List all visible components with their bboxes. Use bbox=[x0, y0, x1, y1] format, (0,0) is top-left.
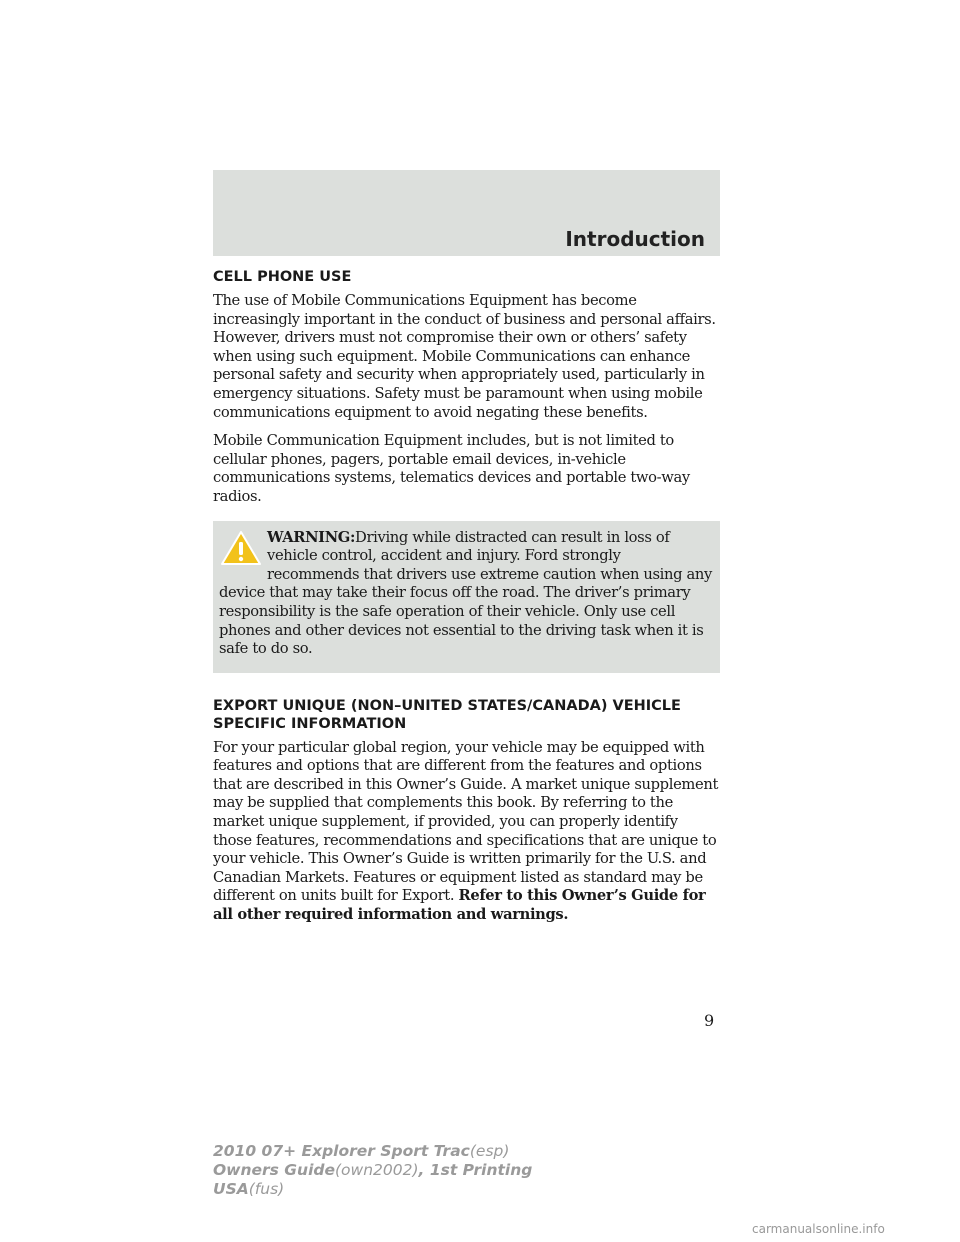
footer-printing: , 1st Printing bbox=[418, 1161, 533, 1179]
export-info-bold: Refer to this Owner’s Guide for all other required information and warnings. bbox=[213, 887, 706, 924]
paragraph-export-info bbox=[213, 739, 720, 925]
footer-line-3 bbox=[213, 1180, 532, 1199]
section-title: Introduction bbox=[565, 227, 705, 251]
warning-body: Driving while distracted can result in loss of vehicle control, accident and injury. Ford strongly recommends that drivers use extreme caution when using any device that may take their focus off the road. The driver’s primary responsibility is the safe operation of their vehicle. Only use cell phones and other devices not essential to the driving task when it is safe to do so. bbox=[219, 528, 712, 658]
heading-export-line2: SPECIFIC INFORMATION bbox=[213, 715, 407, 732]
warning-triangle-icon bbox=[219, 529, 263, 567]
warning-box bbox=[213, 521, 720, 673]
heading-export-line1: EXPORT UNIQUE (NON–UNITED STATES/CANADA) VEHICLE bbox=[213, 697, 681, 714]
footer-model: 2010 07+ Explorer Sport Trac bbox=[213, 1142, 470, 1160]
footer-market: USA bbox=[213, 1180, 249, 1198]
footer-market-code: (fus) bbox=[248, 1180, 285, 1198]
export-info-text: For your particular global region, your vehicle may be equipped with features and options that are different from the features and options that are described in this Owner’s Guide. A market unique supplement may be supplied that complements this book. By referring to the market unique supplement, if provided, you can properly identify those features, recommendations and specifications that are unique to your vehicle. This Owner’s Guide is written primarily for the U.S. and Canadian Markets. Features or equipment listed as standard may be different on units built for Export. bbox=[213, 738, 718, 905]
section-header-band bbox=[213, 170, 720, 256]
page-number: 9 bbox=[704, 1011, 715, 1030]
footer-guide-code: (own2002) bbox=[335, 1161, 419, 1179]
watermark: carmanualsonline.info bbox=[752, 1222, 885, 1236]
footer-guide: Owners Guide bbox=[213, 1161, 335, 1179]
heading-cell-phone-use: CELL PHONE USE bbox=[213, 269, 352, 285]
page-content bbox=[213, 268, 720, 935]
print-footer bbox=[213, 1142, 532, 1199]
footer-model-code: (esp) bbox=[469, 1142, 510, 1160]
warning-label: WARNING: bbox=[267, 528, 356, 546]
paragraph-equipment-includes: Mobile Communication Equipment includes, but is not limited to cellular phones, pagers, portable email devices, in-vehicle communications systems, telematics devices and portable two-way radios. bbox=[213, 432, 690, 505]
paragraph-mobile-equipment: The use of Mobile Communications Equipment has become increasingly important in the conduct of business and personal affairs. However, drivers must not compromise their own or others’ safety when using such equipment. Mobile Communications can enhance personal safety and security when appropriately used, particularly in emergency situations. Safety must be paramount when using mobile communications equipment to avoid negating these benefits. bbox=[213, 292, 716, 421]
footer-line-1 bbox=[213, 1142, 532, 1161]
heading-export-unique bbox=[213, 697, 720, 733]
footer-line-2 bbox=[213, 1161, 532, 1180]
warning-text bbox=[219, 529, 714, 659]
